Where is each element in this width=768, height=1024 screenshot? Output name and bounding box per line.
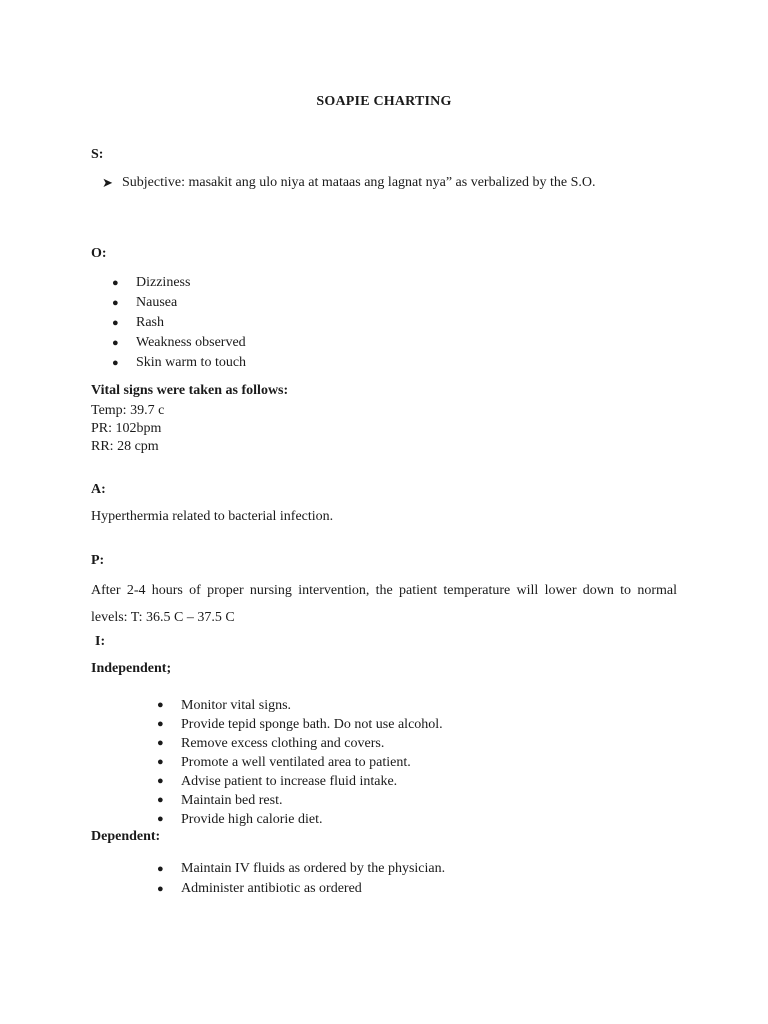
list-item [157,734,443,753]
bullet-icon: ● [112,357,119,369]
bullet-icon: ● [157,699,164,711]
list-item-text: Weakness observed [136,335,246,350]
list-item [112,353,247,373]
plan-heading: P: [91,553,105,568]
list-item [112,273,246,293]
bullet-icon: ● [112,317,119,329]
intervention-heading: I: [95,634,106,649]
list-item [112,293,246,313]
bullet-icon: ● [112,277,119,289]
list-item [102,174,596,192]
subjective-heading: S: [91,147,104,162]
list-item [157,715,443,734]
independent-heading: Independent; [91,661,172,676]
list-item [112,333,246,353]
bullet-icon: ● [157,756,164,768]
vital-signs-block [91,402,164,456]
list-item-text: Promote a well ventilated area to patient. [181,755,411,770]
list-item-text: Maintain IV fluids as ordered by the physician. [181,861,446,876]
list-item [157,791,443,810]
document-title: SOAPIE CHARTING [316,94,452,109]
assessment-text: Hyperthermia related to bacterial infection. [91,509,334,524]
dependent-heading: Dependent: [91,829,161,844]
objective-heading: O: [91,246,107,261]
bullet-icon: ● [157,794,164,806]
list-item-text: Nausea [136,295,178,310]
vital-temp: Temp: 39.7 c [91,403,165,418]
bullet-icon: ● [157,863,164,875]
bullet-icon: ● [157,737,164,749]
list-item-text: Skin warm to touch [136,355,247,370]
bullet-icon: ● [157,718,164,730]
bullet-icon: ● [157,883,164,895]
list-item [157,772,443,791]
list-item-text: Administer antibiotic as ordered [181,881,362,896]
bullet-icon: ● [112,337,119,349]
vital-pulse-rate: PR: 102bpm [91,421,162,436]
arrow-bullet-icon: ➤ [102,175,113,190]
bullet-icon: ● [157,775,164,787]
list-item [157,753,443,772]
dependent-list [157,859,446,899]
subjective-list [102,174,596,192]
plan-text: After 2-4 hours of proper nursing intervention, the patient temperature will lower down to normal levels: T: 36.5 C – 37.5 C [91,583,677,625]
bullet-icon: ● [157,813,164,825]
list-item-text: Advise patient to increase fluid intake. [181,774,398,789]
vital-signs-heading: Vital signs were taken as follows: [91,383,289,398]
bullet-icon: ● [112,297,119,309]
list-item-text: Rash [136,315,164,330]
list-item [112,313,246,333]
independent-list [157,696,443,829]
list-item [157,696,443,715]
list-item-text: Provide tepid sponge bath. Do not use alcohol. [181,717,443,732]
list-item-text: Dizziness [136,275,191,290]
list-item-text: Monitor vital signs. [181,698,292,713]
list-item [157,810,443,829]
list-item [157,859,446,879]
list-item-text: Remove excess clothing and covers. [181,736,385,751]
subjective-statement: Subjective: masakit ang ulo niya at mataas ang lagnat nya” as verbalized by the S.O. [122,175,596,190]
vital-respiratory-rate: RR: 28 cpm [91,439,159,454]
objective-list [112,273,247,373]
list-item-text: Maintain bed rest. [181,793,283,808]
list-item [157,879,445,899]
assessment-heading: A: [91,482,106,497]
list-item-text: Provide high calorie diet. [181,812,323,827]
